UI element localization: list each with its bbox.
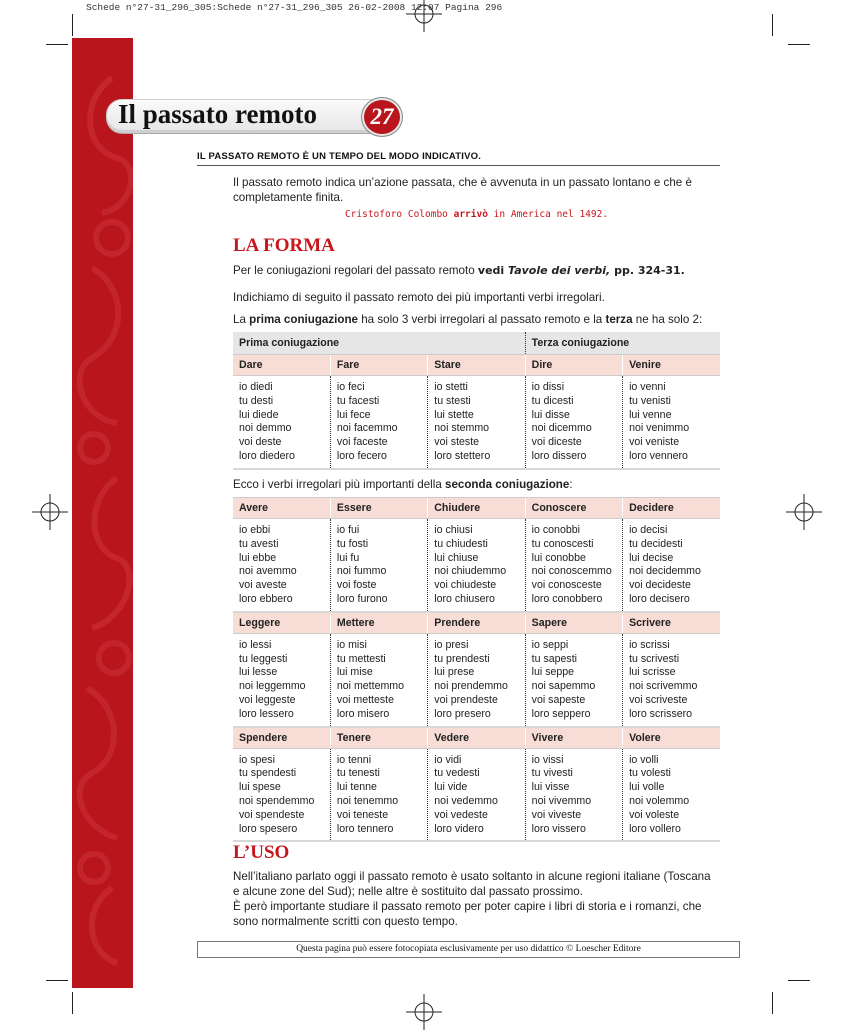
divider: [197, 165, 720, 166]
conjugation-form: lui visse: [531, 781, 570, 794]
conjugation-form: io fui: [336, 524, 360, 536]
crop-mark: [772, 992, 773, 1014]
conjugation-form: loro conobbero: [531, 592, 603, 605]
conjugation-form: tu volesti: [629, 767, 671, 780]
conjugation-form: loro tennero: [336, 822, 394, 835]
conjugation-form: tu avesti: [239, 537, 279, 550]
conjugation-form: voi viveste: [531, 808, 582, 821]
verb-header: Tenere: [330, 727, 427, 749]
conjugation-form: lui disse: [531, 408, 570, 421]
conjugation-form: loro decisero: [629, 592, 690, 605]
crop-mark: [46, 44, 68, 45]
conjugation-form: tu sapesti: [531, 652, 578, 665]
verb-conjugation: [330, 633, 427, 726]
conjugation-form: noi mettemmo: [336, 680, 405, 693]
conjugation-form: voi veniste: [629, 436, 680, 449]
uso-paragraph-1: Nell’italiano parlato oggi il passato remoto è usato soltanto in alcune regioni italiane (Toscana e alcune zone del Sud); nelle altre è sostituito dal passato prossimo.: [233, 870, 711, 898]
verb-header: Prendere: [428, 612, 525, 634]
conjugation-form: lui tenne: [336, 781, 377, 794]
verb-header: Chiudere: [428, 498, 525, 519]
conjugation-form: lui prese: [434, 666, 475, 679]
forma-paragraph-2: Indichiamo di seguito il passato remoto dei più importanti verbi irregolari.: [233, 291, 605, 304]
conjugation-form: loro fecero: [336, 449, 387, 462]
conjugation-form: loro diedero: [239, 449, 295, 462]
decorative-side-bar: [72, 38, 133, 988]
conjugation-form: tu spendesti: [239, 767, 297, 780]
conjugation-form: io lessi: [239, 638, 272, 651]
conjugation-form: noi decidemmo: [629, 565, 701, 578]
conjugation-form: lui decise: [629, 551, 674, 564]
verb-conjugation: [525, 519, 622, 612]
conjugation-form: lui ebbe: [239, 551, 277, 564]
conjugation-form: voi sapeste: [531, 693, 586, 706]
conjugation-form: voi prendeste: [434, 693, 498, 706]
crop-mark: [46, 980, 68, 981]
conjugation-form: loro videro: [434, 822, 484, 835]
verb-header: Leggere: [233, 612, 330, 634]
conjugation-form: lui stette: [434, 408, 474, 421]
forma-paragraph-3: La prima coniugazione ha solo 3 verbi irregolari al passato remoto e la terza ne ha solo 2:: [233, 313, 703, 326]
verb-conjugation: [623, 633, 720, 726]
verb-conjugation: [623, 376, 720, 469]
registration-mark-icon: [30, 492, 70, 532]
verb-header: Mettere: [330, 612, 427, 634]
verb-conjugation: [623, 748, 720, 841]
verb-conjugation: [525, 633, 622, 726]
verb-conjugation: [330, 748, 427, 841]
forma-paragraph-1: Per le coniugazioni regolari del passato remoto vedi Tavole dei verbi, pp. 324-31.: [233, 264, 685, 277]
verb-header: Decidere: [623, 498, 720, 519]
verb-header: Spendere: [233, 727, 330, 749]
conjugation-form: noi conoscemmo: [531, 565, 612, 578]
seconda-paragraph: Ecco i verbi irregolari più importanti della seconda coniugazione:: [233, 478, 573, 491]
conjugation-form: lui mise: [336, 666, 373, 679]
verb-conjugation: [428, 519, 525, 612]
conjugation-form: io volli: [629, 753, 659, 766]
verb-header: Scrivere: [623, 612, 720, 634]
conjugation-form: io stetti: [434, 381, 468, 393]
conjugation-form: voi teneste: [336, 808, 389, 821]
verb-conjugation: [233, 376, 330, 469]
conjugation-form: io vidi: [434, 753, 462, 766]
conjugation-form: tu conoscesti: [531, 537, 594, 550]
conjugation-form: tu scrivesti: [629, 652, 680, 665]
conjugation-form: tu leggesti: [239, 652, 288, 665]
verb-conjugation: [428, 633, 525, 726]
intro-paragraph: Il passato remoto indica un’azione passata, che è avvenuta in un passato lontano e che è completamente finita.: [233, 176, 692, 204]
verb-header: Dare: [233, 355, 330, 376]
conjugation-form: io venni: [629, 381, 666, 393]
conjugation-form: lui chiuse: [434, 551, 479, 564]
conjugation-form: voi foste: [336, 579, 377, 592]
conjugation-form: io presi: [434, 638, 469, 651]
crop-mark: [772, 14, 773, 36]
conjugation-form: io dissi: [531, 381, 565, 393]
registration-mark-icon: [404, 992, 444, 1032]
conjugation-form: lui volle: [629, 781, 665, 794]
conjugation-form: tu desti: [239, 394, 274, 407]
conjugation-form: loro scrissero: [629, 707, 693, 720]
group-label: Prima coniugazione: [233, 332, 525, 355]
verb-header: Fare: [330, 355, 427, 376]
verb-conjugation: [525, 376, 622, 469]
conjugation-form: loro furono: [336, 592, 388, 605]
section-heading-uso: L’USO: [233, 842, 290, 863]
conjugation-form: noi fummo: [336, 565, 387, 578]
conjugation-form: voi aveste: [239, 579, 287, 592]
conjugation-form: lui conobbe: [531, 551, 586, 564]
conjugation-form: noi prendemmo: [434, 680, 508, 693]
conjugation-form: noi venimmo: [629, 422, 690, 435]
conjugation-form: tu dicesti: [531, 394, 574, 407]
conjugation-form: voi vedeste: [434, 808, 488, 821]
conjugation-form: io tenni: [336, 753, 372, 766]
conjugation-form: loro misero: [336, 707, 390, 720]
conjugation-form: noi avemmo: [239, 565, 297, 578]
verb-header: Vivere: [525, 727, 622, 749]
irregular-verbs-table-1-3: [233, 332, 720, 470]
verb-conjugation: [525, 748, 622, 841]
chapter-badge: 27: [362, 98, 402, 136]
conjugation-form: loro stettero: [434, 449, 491, 462]
conjugation-form: loro vennero: [629, 449, 688, 462]
conjugation-form: tu stesti: [434, 394, 471, 407]
verb-conjugation: [330, 519, 427, 612]
conjugation-form: lui vide: [434, 781, 468, 794]
conjugation-form: tu fosti: [336, 537, 369, 550]
crop-mark: [72, 14, 73, 36]
conjugation-form: loro dissero: [531, 449, 587, 462]
conjugation-form: voi leggeste: [239, 693, 296, 706]
conjugation-form: tu tenesti: [336, 767, 380, 780]
verb-conjugation: [233, 633, 330, 726]
conjugation-form: lui venne: [629, 408, 672, 421]
registration-mark-icon: [404, 0, 444, 34]
conjugation-form: lui seppe: [531, 666, 575, 679]
conjugation-form: tu venisti: [629, 394, 671, 407]
decorative-swirl-icon: [72, 38, 133, 988]
conjugation-form: noi stemmo: [434, 422, 490, 435]
conjugation-form: io seppi: [531, 638, 569, 651]
conjugation-form: voi steste: [434, 436, 480, 449]
crop-mark: [788, 44, 810, 45]
conjugation-form: voi spendeste: [239, 808, 305, 821]
conjugation-form: io vissi: [531, 753, 564, 766]
conjugation-form: noi facemmo: [336, 422, 398, 435]
conjugation-form: voi deste: [239, 436, 282, 449]
conjugation-form: tu decidesti: [629, 537, 683, 550]
conjugation-form: noi vedemmo: [434, 794, 498, 807]
conjugation-form: lui scrisse: [629, 666, 676, 679]
conjugation-form: noi tenemmo: [336, 794, 399, 807]
conjugation-form: tu chiudesti: [434, 537, 488, 550]
verb-header: Avere: [233, 498, 330, 519]
conjugation-form: io misi: [336, 638, 367, 651]
conjugation-form: noi dicemmo: [531, 422, 592, 435]
verb-header: Dire: [525, 355, 622, 376]
example-sentence: Cristoforo Colombo arrivò in America nel 1492.: [344, 209, 609, 220]
verb-header: Sapere: [525, 612, 622, 634]
section-subheading: IL PASSATO REMOTO È UN TEMPO DEL MODO INDICATIVO.: [197, 151, 482, 162]
conjugation-form: voi metteste: [336, 693, 395, 706]
conjugation-form: noi spendemmo: [239, 794, 315, 807]
conjugation-form: lui diede: [239, 408, 279, 421]
verb-conjugation: [233, 519, 330, 612]
conjugation-form: lui lesse: [239, 666, 278, 679]
registration-mark-icon: [784, 492, 824, 532]
conjugation-form: loro vissero: [531, 822, 586, 835]
conjugation-form: noi sapemmo: [531, 680, 596, 693]
conjugation-form: voi faceste: [336, 436, 388, 449]
conjugation-form: loro presero: [434, 707, 491, 720]
conjugation-form: loro chiusero: [434, 592, 495, 605]
conjugation-form: voi chiudeste: [434, 579, 497, 592]
conjugation-form: voi voleste: [629, 808, 680, 821]
page-title: Il passato remoto: [118, 99, 317, 129]
group-label: Terza coniugazione: [525, 332, 720, 355]
conjugation-form: lui fece: [336, 408, 371, 421]
verb-header: Vedere: [428, 727, 525, 749]
conjugation-form: loro vollero: [629, 822, 681, 835]
conjugation-form: tu mettesti: [336, 652, 386, 665]
conjugation-form: io diedi: [239, 381, 273, 393]
conjugation-form: noi volemmo: [629, 794, 690, 807]
conjugation-form: noi vivemmo: [531, 794, 592, 807]
conjugation-form: io ebbi: [239, 524, 271, 536]
conjugation-form: tu vivesti: [531, 767, 573, 780]
conjugation-form: noi leggemmo: [239, 680, 306, 693]
verb-header: Conoscere: [525, 498, 622, 519]
verb-conjugation: [428, 748, 525, 841]
conjugation-form: io chiusi: [434, 524, 473, 536]
copyright-footer: Questa pagina può essere fotocopiata esclusivamente per uso didattico © Loescher Editore: [197, 941, 740, 958]
section-heading-forma: LA FORMA: [233, 235, 335, 256]
conjugation-form: loro lessero: [239, 707, 294, 720]
conjugation-form: io scrissi: [629, 638, 670, 651]
conjugation-form: noi scrivemmo: [629, 680, 698, 693]
conjugation-form: tu prendesti: [434, 652, 490, 665]
conjugation-form: loro ebbero: [239, 592, 293, 605]
conjugation-form: voi diceste: [531, 436, 582, 449]
conjugation-form: lui fu: [336, 551, 360, 564]
crop-mark: [788, 980, 810, 981]
verb-conjugation: [330, 376, 427, 469]
verb-conjugation: [233, 748, 330, 841]
conjugation-form: io feci: [336, 381, 365, 393]
crop-mark: [72, 992, 73, 1014]
conjugation-form: voi conosceste: [531, 579, 602, 592]
conjugation-form: tu vedesti: [434, 767, 480, 780]
verb-header: Volere: [623, 727, 720, 749]
uso-paragraph-2: È però importante studiare il passato remoto per poter capire i libri di storia e i romanzi, che sono normalmente scritti con questo tempo.: [233, 900, 702, 928]
conjugation-form: io spesi: [239, 753, 275, 766]
verb-header: Venire: [623, 355, 720, 376]
verb-header: Stare: [428, 355, 525, 376]
conjugation-form: noi chiudemmo: [434, 565, 507, 578]
conjugation-form: tu facesti: [336, 394, 380, 407]
conjugation-form: io decisi: [629, 524, 668, 536]
conjugation-form: noi demmo: [239, 422, 292, 435]
verb-conjugation: [623, 519, 720, 612]
conjugation-form: loro spesero: [239, 822, 298, 835]
verb-conjugation: [428, 376, 525, 469]
irregular-verbs-table-2: [233, 497, 720, 842]
conjugation-form: voi scriveste: [629, 693, 688, 706]
conjugation-form: loro seppero: [531, 707, 591, 720]
print-slug: Schede n°27-31_296_305:Schede n°27-31_296_305 26-02-2008 12:07 Pagina 296: [86, 2, 503, 13]
conjugation-form: io conobbi: [531, 524, 580, 536]
conjugation-form: lui spese: [239, 781, 281, 794]
verb-header: Essere: [330, 498, 427, 519]
conjugation-form: voi decideste: [629, 579, 691, 592]
